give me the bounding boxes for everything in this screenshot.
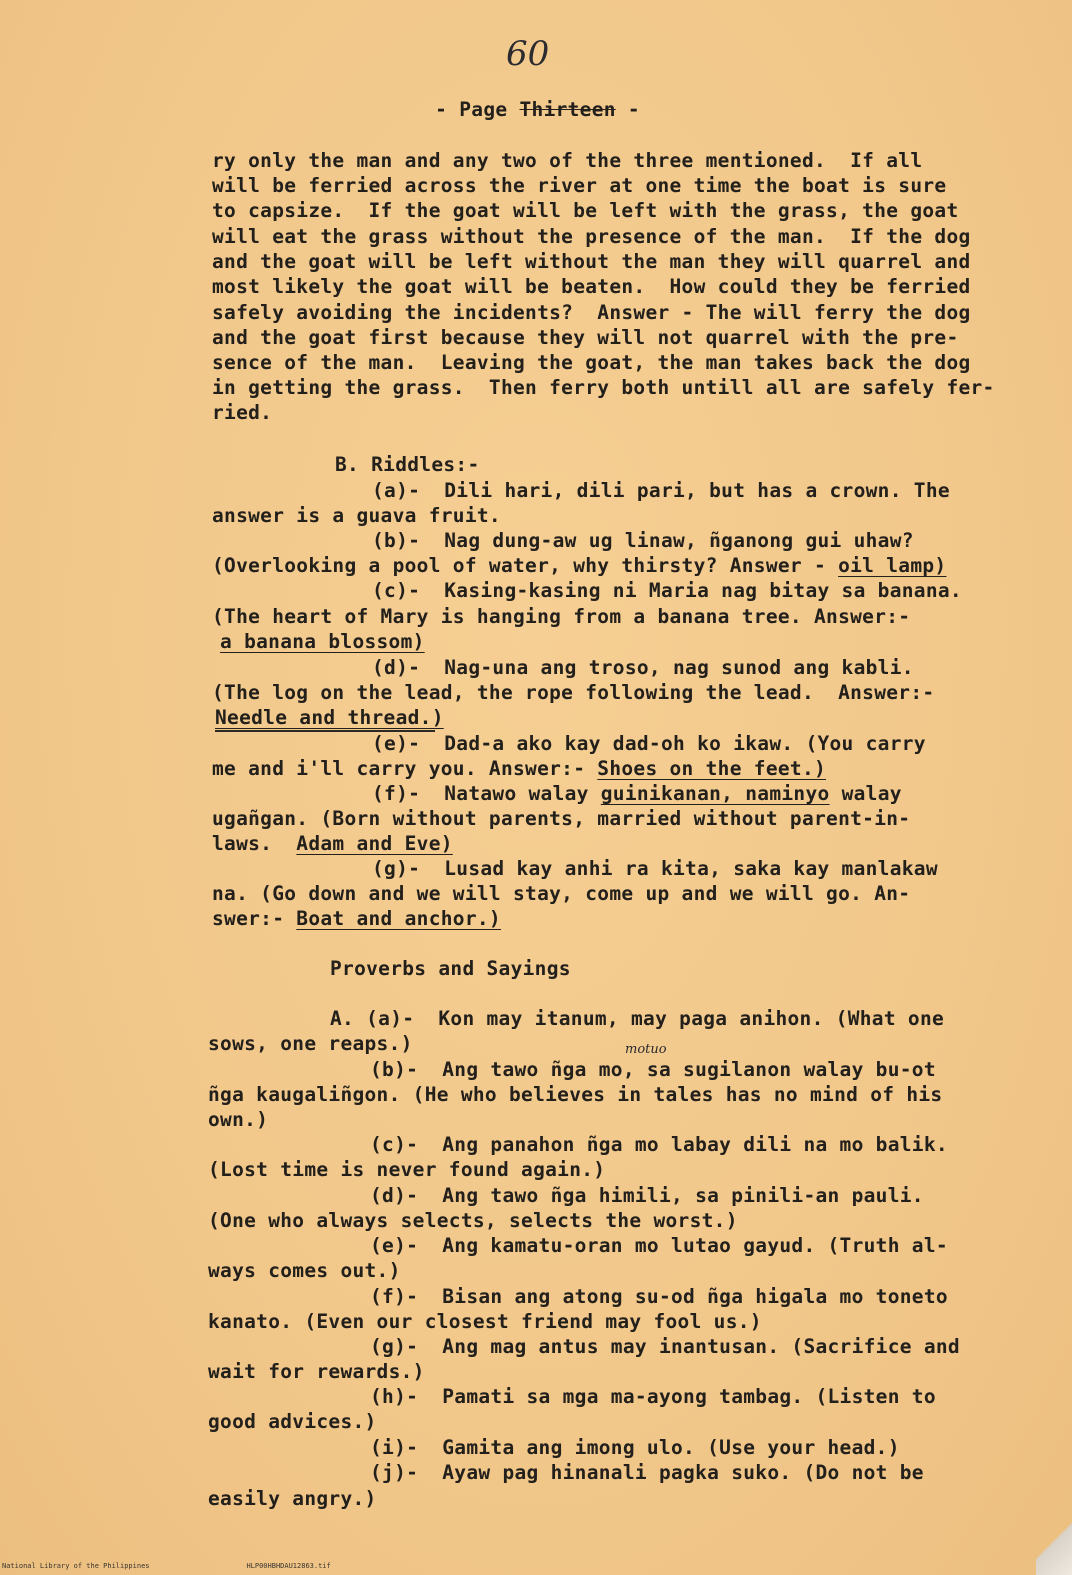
proverb-f-line1: (f)- Bisan ang atong su-od ñga higala mo toneto: [370, 1285, 948, 1308]
riddle-g-swer: swer:-: [212, 907, 297, 930]
footer-library: National Library of the Philippines: [2, 1562, 150, 1570]
riddle-e-line1: (e)- Dad-a ako kay dad-oh ko ikaw. (You carry: [372, 732, 926, 755]
proverb-d-line1: (d)- Ang tawo ñga himili, sa pinili-an pauli.: [370, 1184, 924, 1207]
riddle-b-answer: oil lamp): [838, 554, 947, 577]
riddle-e-answer: Shoes on the feet.): [597, 757, 827, 780]
riddle-f-laws: laws.: [212, 832, 297, 855]
riddle-f-answer: Adam and Eve): [296, 832, 453, 855]
riddles-heading: B. Riddles:-: [335, 453, 480, 476]
paragraph-line: and the goat will be left without the man they will quarrel and: [212, 250, 971, 273]
proverb-g-line2: wait for rewards.): [208, 1360, 425, 1383]
proverbs-heading: Proverbs and Sayings: [330, 957, 571, 980]
paragraph-line: will eat the grass without the presence of the man. If the dog: [212, 225, 971, 248]
riddle-f-line1: [372, 781, 902, 806]
riddle-f-underlined: guinikanan, naminyo: [600, 782, 830, 805]
paragraph-line: ry only the man and any two of the three mentioned. If all: [212, 149, 923, 172]
header-right-dash: -: [627, 98, 640, 121]
paragraph-line: will be ferried across the river at one time the boat is sure: [212, 174, 947, 197]
proverb-j-line2: easily angry.): [208, 1487, 377, 1510]
proverb-g-line1: (g)- Ang mag antus may inantusan. (Sacrifice and: [370, 1335, 960, 1358]
paragraph-line: safely avoiding the incidents? Answer - The will ferry the dog: [212, 301, 971, 324]
scan-footer: [2, 1562, 331, 1570]
riddle-f-text-end: walay: [829, 782, 902, 805]
proverb-j-line1: (j)- Ayaw pag hinanali pagka suko. (Do not be: [370, 1461, 924, 1484]
riddle-g-answer: Boat and anchor.): [296, 907, 501, 930]
riddle-b-line2: [212, 553, 946, 578]
paragraph-line: sence of the man. Leaving the goat, the man takes back the dog: [212, 351, 971, 374]
proverb-a-line2: sows, one reaps.): [208, 1032, 413, 1055]
proverb-d-line2: (One who always selects, selects the worst.): [208, 1209, 738, 1232]
riddle-f-line3: [212, 831, 453, 856]
riddle-f-text: (f)- Natawo walay: [372, 782, 601, 805]
riddle-c-line1: (c)- Kasing-kasing ni Maria nag bitay sa banana.: [372, 579, 962, 602]
proverb-b-line2: ñga kaugaliñgon. (He who believes in tales has no mind of his: [208, 1083, 943, 1106]
riddle-c-line2: (The heart of Mary is hanging from a banana tree. Answer:-: [212, 605, 911, 628]
proverb-i-line1: (i)- Gamita ang imong ulo. (Use your head.): [370, 1436, 900, 1459]
footer-filename: HLP00HBHDAU12863.tif: [246, 1562, 331, 1570]
proverb-e-line2: ways comes out.): [208, 1259, 401, 1282]
paragraph-line: in getting the grass. Then ferry both untill all are safely fer-: [212, 376, 995, 399]
handwritten-insert: motuo: [625, 1042, 667, 1057]
riddle-d-line1: (d)- Nag-una ang troso, nag sunod ang kabli.: [372, 656, 914, 679]
proverb-f-line2: kanato. (Even our closest friend may fool us.): [208, 1310, 762, 1333]
riddle-d-answer: Needle and thread.): [215, 706, 444, 729]
page-corner-curl: [1036, 1505, 1072, 1575]
page-header: [387, 72, 640, 147]
handwritten-page-number: 60: [506, 34, 550, 74]
riddle-d-line2: (The log on the lead, the rope following the lead. Answer:-: [212, 681, 935, 704]
proverb-h-line1: (h)- Pamati sa mga ma-ayong tambag. (Listen to: [370, 1385, 936, 1408]
proverb-a-line1: A. (a)- Kon may itanum, may paga anihon. (What one: [330, 1007, 945, 1030]
header-left-dash: -: [435, 98, 448, 121]
header-page-word: Page: [459, 98, 508, 121]
proverb-c-line1: (c)- Ang panahon ñga mo labay dili na mo balik.: [370, 1133, 948, 1156]
riddle-a-line1: (a)- Dili hari, dili pari, but has a crown. The: [372, 479, 950, 502]
riddle-e-line2: [212, 756, 826, 781]
paragraph-line: ried.: [212, 401, 273, 424]
paragraph-line: and the goat first because they will not quarrel with the pre-: [212, 326, 959, 349]
riddle-b-line1: (b)- Nag dung-aw ug linaw, ñganong gui uhaw?: [372, 529, 914, 552]
riddle-f-line2: ugañgan. (Born without parents, married without parent-in-: [212, 807, 911, 830]
riddle-e-text: me and i'll carry you. Answer:-: [212, 757, 598, 780]
header-page-number-word: Thirteen: [519, 98, 616, 121]
paragraph-line: to capsize. If the goat will be left with the grass, the goat: [212, 199, 959, 222]
riddle-g-line1: (g)- Lusad kay anhi ra kita, saka kay manlakaw: [372, 857, 938, 880]
proverb-b-line3: own.): [208, 1108, 269, 1131]
riddle-g-line2: na. (Go down and we will stay, come up and we will go. An-: [212, 882, 911, 905]
riddle-a-line2: answer is a guava fruit.: [212, 504, 501, 527]
riddle-g-line3: [212, 906, 501, 931]
paragraph-line: most likely the goat will be beaten. How could they be ferried: [212, 275, 971, 298]
proverb-h-line2: good advices.): [208, 1410, 377, 1433]
proverb-b-line1: (b)- Ang tawo ñga mo, sa sugilanon walay bu-ot: [370, 1058, 936, 1081]
proverb-e-line1: (e)- Ang kamatu-oran mo lutao gayud. (Truth al-: [370, 1234, 948, 1257]
proverb-c-line2: (Lost time is never found again.): [208, 1158, 606, 1181]
riddle-b-text: (Overlooking a pool of water, why thirsty? Answer -: [212, 554, 839, 577]
riddle-c-answer: a banana blossom): [220, 630, 425, 653]
